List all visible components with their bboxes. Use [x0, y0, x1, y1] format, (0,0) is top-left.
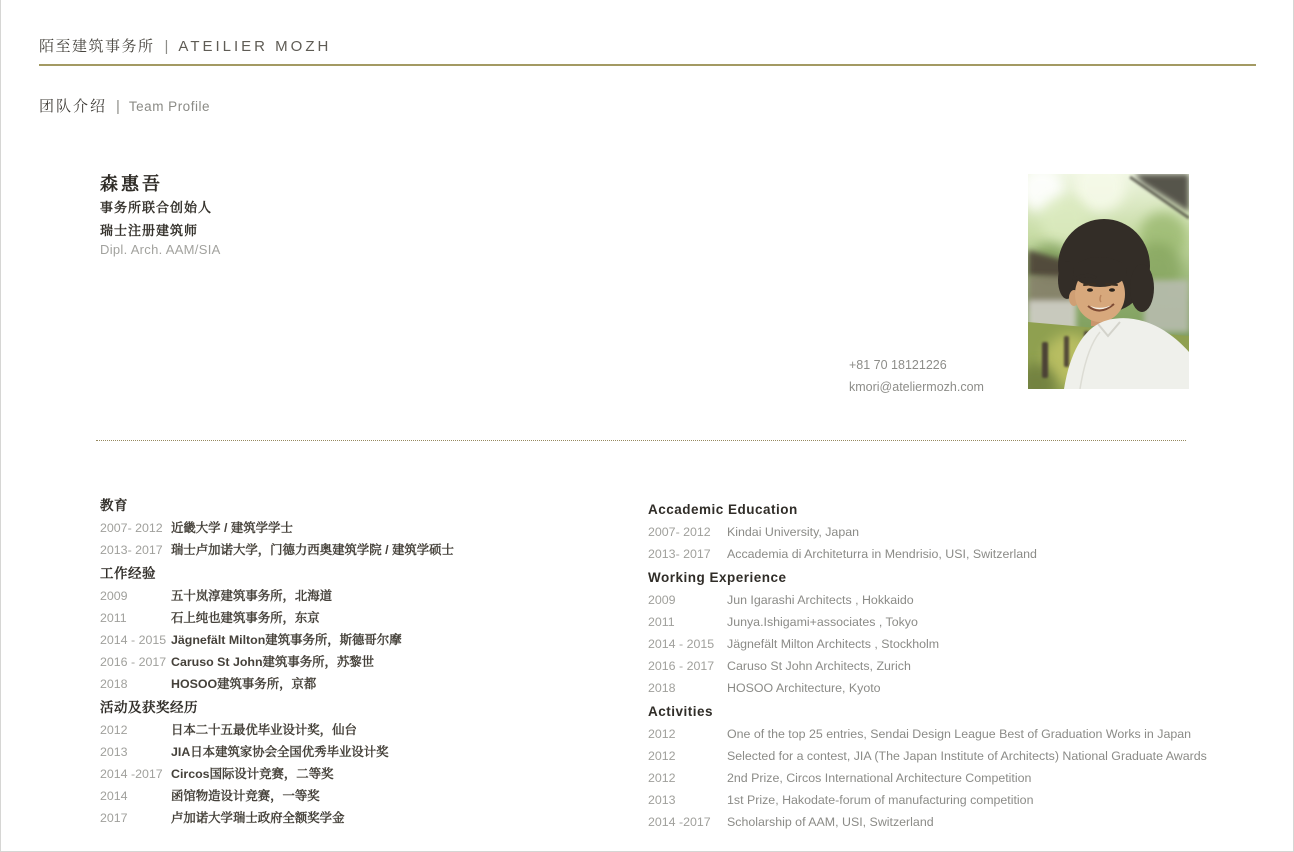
row-text: Caruso St John Architects, Zurich [727, 659, 911, 673]
page-title-zh: 团队介绍 [39, 98, 108, 115]
resume-row [100, 719, 640, 741]
profile-photo [1028, 174, 1189, 389]
row-year: 2012 [648, 749, 676, 763]
resume-row [100, 629, 640, 651]
resume-row [648, 789, 1208, 811]
row-year: 2018 [648, 681, 676, 695]
row-year: 2016 - 2017 [100, 655, 167, 669]
portrait-illustration [1028, 174, 1189, 389]
resume-row [648, 543, 1208, 565]
page-title [39, 95, 210, 116]
row-text: Kindai University, Japan [727, 525, 860, 539]
resume-row [648, 745, 1208, 767]
row-text: Caruso St John建筑事务所，苏黎世 [171, 655, 375, 669]
person-name: 森惠吾 [100, 174, 163, 194]
row-year: 2013- 2017 [100, 543, 163, 557]
page-title-divider: | [116, 98, 120, 115]
row-text: 函馆物造设计竞赛，一等奖 [171, 789, 320, 803]
row-year: 2016 - 2017 [648, 659, 715, 673]
row-year: 2011 [100, 611, 127, 625]
email-address: kmori@ateliermozh.com [849, 380, 984, 394]
section-heading-education-en: Accademic Education [648, 502, 798, 517]
row-text: 日本二十五最优毕业设计奖，仙台 [171, 723, 357, 737]
row-year: 2014 -2017 [100, 767, 163, 781]
resume-row [648, 521, 1208, 543]
row-text: HOSOO Architecture, Kyoto [727, 681, 881, 695]
row-text: Jägnefält Milton建筑事务所，斯德哥尔摩 [171, 633, 402, 647]
resume-row [100, 807, 640, 829]
row-text: Junya.Ishigami+associates , Tokyo [727, 615, 918, 629]
row-text: 石上纯也建筑事务所，东京 [171, 611, 320, 625]
resume-row [648, 767, 1208, 789]
person-role-cofounder: 事务所联合创始人 [100, 200, 213, 215]
row-text: HOSOO建筑事务所，京都 [171, 677, 317, 691]
phone-number: +81 70 18121226 [849, 358, 947, 372]
section-heading-work-en: Working Experience [648, 570, 787, 585]
row-year: 2014 -2017 [648, 815, 711, 829]
row-year: 2012 [648, 727, 676, 741]
row-text: Jun Igarashi Architects , Hokkaido [727, 593, 914, 607]
page-title-en: Team Profile [128, 99, 210, 114]
resume-row [100, 585, 640, 607]
contact-block [849, 354, 984, 398]
resume-column-zh [100, 493, 640, 829]
resume-row [648, 723, 1208, 745]
resume-row [100, 785, 640, 807]
section-heading-activities-en: Activities [648, 704, 714, 719]
person-role-architect: 瑞士注册建筑师 [100, 223, 199, 238]
row-year: 2013- 2017 [648, 547, 711, 561]
row-text: JIA日本建筑家协会全国优秀毕业设计奖 [171, 745, 389, 759]
section-heading-work-zh: 工作经验 [100, 566, 156, 581]
row-year: 2012 [648, 771, 676, 785]
row-text: 1st Prize, Hakodate-forum of manufacturing competition [727, 793, 1034, 807]
dotted-divider [96, 440, 1186, 441]
resume-row [648, 611, 1208, 633]
row-year: 2011 [648, 615, 675, 629]
row-year: 2013 [648, 793, 676, 807]
resume-row [100, 607, 640, 629]
row-text: 卢加诺大学瑞士政府全额奖学金 [171, 811, 345, 825]
resume-row [100, 539, 640, 561]
row-year: 2014 - 2015 [100, 633, 167, 647]
resume-column-en [648, 497, 1208, 833]
brand-name-zh: 陌至建筑事务所 [39, 38, 155, 55]
row-year: 2007- 2012 [648, 525, 711, 539]
brand-divider: | [164, 38, 169, 55]
resume-row [648, 811, 1208, 833]
row-text: Circos国际设计竞赛，二等奖 [171, 767, 334, 781]
person-credential: Dipl. Arch. AAM/SIA [100, 242, 221, 257]
row-year: 2007- 2012 [100, 521, 163, 535]
header-rule [39, 64, 1256, 66]
resume-row [100, 651, 640, 673]
row-text: 近畿大学 / 建筑学学士 [171, 521, 293, 535]
row-text: 五十岚淳建筑事务所，北海道 [171, 589, 333, 603]
row-text: 瑞士卢加诺大学，门德力西奥建筑学院 / 建筑学硕士 [171, 543, 454, 557]
row-year: 2013 [100, 745, 128, 759]
row-year: 2017 [100, 811, 128, 825]
resume-row [100, 763, 640, 785]
row-year: 2014 - 2015 [648, 637, 715, 651]
row-year: 2009 [648, 593, 676, 607]
resume-row [648, 655, 1208, 677]
resume-row [100, 673, 640, 695]
brand [39, 35, 331, 56]
section-heading-education-zh: 教育 [100, 498, 128, 513]
resume-row [648, 677, 1208, 699]
row-text: Selected for a contest, JIA (The Japan Institute of Architects) National Graduate Awards [727, 749, 1207, 763]
row-year: 2014 [100, 789, 128, 803]
resume-row [648, 633, 1208, 655]
resume-row [648, 589, 1208, 611]
row-text: 2nd Prize, Circos International Architecture Competition [727, 771, 1032, 785]
resume-row [100, 517, 640, 539]
row-text: Accademia di Architeturra in Mendrisio, USI, Switzerland [727, 547, 1037, 561]
brand-name-en: ATEILIER MOZH [178, 38, 332, 55]
row-year: 2009 [100, 589, 128, 603]
row-text: Scholarship of AAM, USI, Switzerland [727, 815, 934, 829]
row-year: 2012 [100, 723, 128, 737]
row-year: 2018 [100, 677, 128, 691]
resume-row [100, 741, 640, 763]
section-heading-activities-zh: 活动及获奖经历 [100, 700, 198, 715]
row-text: One of the top 25 entries, Sendai Design League Best of Graduation Works in Japan [727, 727, 1192, 741]
row-text: Jägnefält Milton Architects , Stockholm [727, 637, 940, 651]
